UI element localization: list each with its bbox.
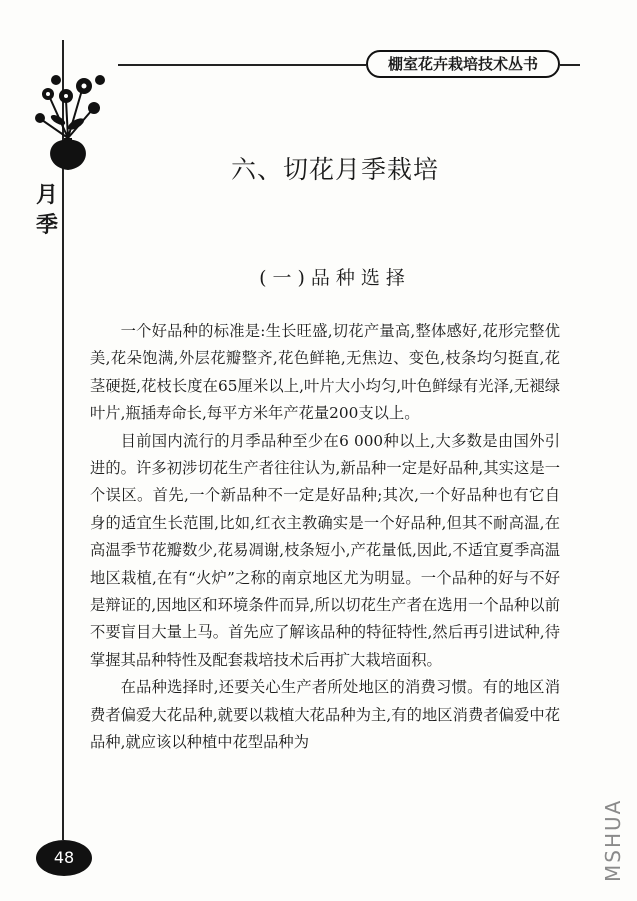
paragraph: 一个好品种的标准是:生长旺盛,切花产量高,整体感好,花形完整优美,花朵饱满,外层花瓣整齐,花色鲜艳,无焦边、变色,枝条均匀挺直,花茎硬挺,花枝长度在65厘米以上,叶片大小均匀,叶色鲜绿有光泽,无褪绿叶片,瓶插寿命长,每平方米年产花量200支以上。: [90, 322, 560, 423]
watermark: MSHUA: [601, 798, 625, 882]
side-label: 月季: [35, 182, 58, 238]
flower-vase-icon: [20, 40, 130, 190]
series-title-badge: 棚室花卉栽培技术丛书: [366, 50, 560, 78]
header-rule: [118, 64, 366, 66]
page-number: 48: [36, 840, 92, 876]
subsection-title: (一)品种选择: [259, 267, 411, 289]
paragraph: 在品种选择时,还要关心生产者所处地区的消费习惯。有的地区消费者偏爱大花品种,就要以栽植大花品种为主,有的地区消费者偏爱中花品种,就应该以种植中花型品种为: [90, 678, 560, 752]
body-text: [90, 318, 560, 757]
paragraph: 目前国内流行的月季品种至少在6 000种以上,大多数是由国外引进的。许多初涉切花生产者往往认为,新品种一定是好品种,其实这是一个误区。首先,一个新品种不一定是好品种;其次,一个好品种也有它自身的适宜生长范围,比如,红衣主教确实是一个好品种,但其不耐高温,在高温季节花瓣数少,花易凋谢,枝条短小,产花量低,因此,不适宜夏季高温地区栽植,在有“火炉”之称的南京地区尤为明显。一个品种的好与不好是辩证的,因地区和环境条件而异,所以切花生产者在选用一个品种以前不要盲目大量上马。首先应了解该品种的特征特性,然后再引进试种,待掌握其品种特性及配套栽培技术后再扩大栽培面积。: [90, 431, 560, 669]
section-title: 六、切花月季栽培: [230, 155, 439, 184]
header-rule-end: [560, 64, 580, 66]
